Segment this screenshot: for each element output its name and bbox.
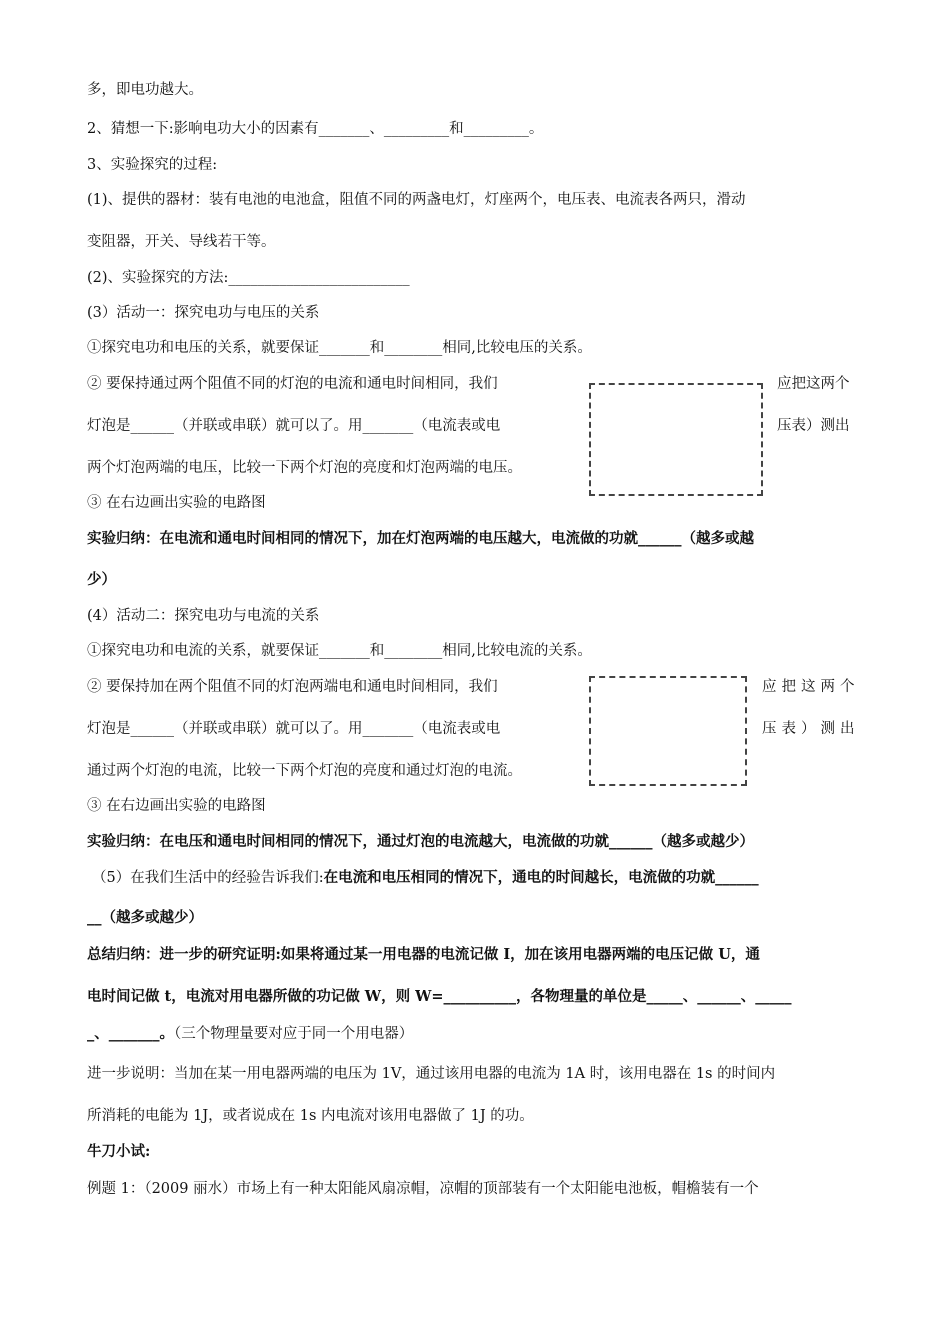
text-line: 灯泡是______（并联或串联）就可以了。用_______（电流表或电	[87, 721, 501, 737]
text-line: ①探究电功和电压的关系，就要保证_______和________相同,比较电压的关系。	[87, 340, 592, 356]
text-line: 压表）测出	[762, 721, 860, 737]
text-line: (1)、提供的器材：装有电池的电池盒，阻值不同的两盏电灯，灯座两个，电压表、电流表各两只，滑动	[87, 192, 746, 208]
text-line: 例题 1：（2009 丽水）市场上有一种太阳能风扇凉帽，凉帽的顶部装有一个太阳能电池板，帽檐装有一个	[87, 1181, 759, 1197]
text-line: ③ 在右边画出实验的电路图	[87, 495, 266, 511]
text-line: ② 要保持通过两个阻值不同的灯泡的电流和通电时间相同，我们	[87, 376, 498, 392]
conclusion-line: 少）	[87, 571, 116, 588]
text-line: ③ 在右边画出实验的电路图	[87, 798, 266, 814]
text-line: (2)、实验探究的方法:_________________________	[87, 270, 410, 286]
text-line: 应把这两个	[777, 376, 850, 392]
text-line: ①探究电功和电流的关系，就要保证_______和________相同,比较电流的关系。	[87, 643, 592, 659]
text-line: 应把这两个	[762, 679, 860, 695]
conclusion-line: 实验归纳：在电流和通电时间相同的情况下，加在灯泡两端的电压越大，电流做的功就______（越多或越	[87, 530, 754, 547]
text-line: 多，即电功越大。	[87, 82, 203, 98]
text-line: 3、实验探究的过程:	[87, 157, 218, 173]
text-line: 所消耗的电能为 1J，或者说成在 1s 内电流对该用电器做了 1J 的功。	[87, 1108, 534, 1124]
circuit-diagram-box	[589, 676, 747, 786]
conclusion-line: 实验归纳：在电压和通电时间相同的情况下，通过灯泡的电流越大，电流做的功就______（越多或越少）	[87, 833, 754, 850]
text-line: 变阻器，开关、导线若干等。	[87, 234, 276, 250]
text-line: 两个灯泡两端的电压，比较一下两个灯泡的亮度和灯泡两端的电压。	[87, 460, 522, 476]
bold-span: 在电流和电压相同的情况下，通电的时间越长，电流做的功就______	[323, 869, 759, 886]
text-line: 进一步说明：当加在某一用电器两端的电压为 1V，通过该用电器的电流为 1A 时，该用电器在 1s 的时间内	[87, 1066, 776, 1082]
text-line: 压表）测出	[777, 418, 850, 434]
bold-span: _、_______。	[87, 1025, 174, 1042]
summary-line: 总结归纳：进一步的研究证明:如果将通过某一用电器的电流记做 I，加在该用电器两端的电压记做 U，通	[87, 946, 760, 963]
circuit-diagram-box	[589, 383, 763, 496]
conclusion-line: __（越多或越少）	[87, 909, 203, 926]
text-span: （三个物理量要对应于同一个用电器）	[174, 1026, 414, 1042]
summary-line: 电时间记做 t，电流对用电器所做的功记做 W，则 W=__________，各物理量的单位是_____、______、_____	[87, 988, 792, 1005]
text-line	[87, 1024, 413, 1044]
text-line: (4）活动二：探究电功与电流的关系	[87, 608, 320, 624]
text-line: 通过两个灯泡的电流，比较一下两个灯泡的亮度和通过灯泡的电流。	[87, 763, 522, 779]
text-span: （5）在我们生活中的经验告诉我们:	[92, 870, 324, 886]
section-heading: 牛刀小试:	[87, 1143, 151, 1160]
text-line: 2、猜想一下:影响电功大小的因素有_______、_________和_________。	[87, 121, 544, 137]
text-line: (3）活动一：探究电功与电压的关系	[87, 305, 320, 321]
text-line: ② 要保持加在两个阻值不同的灯泡两端电和通电时间相同，我们	[87, 679, 498, 695]
text-line: 灯泡是______（并联或串联）就可以了。用_______（电流表或电	[87, 418, 501, 434]
text-line	[92, 868, 759, 888]
